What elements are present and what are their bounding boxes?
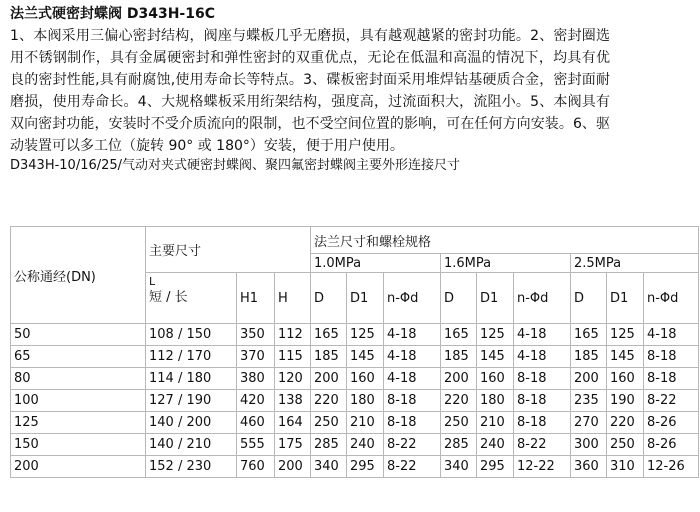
table-row bbox=[11, 434, 699, 456]
cell-p3-D: 200 bbox=[571, 368, 607, 390]
cell-p2-D: 250 bbox=[441, 412, 477, 434]
table-row bbox=[11, 368, 699, 390]
page-title: 法兰式硬密封蝶阀 D343H-16C bbox=[10, 6, 216, 22]
cell-p1-D: 165 bbox=[311, 324, 347, 346]
table-row bbox=[11, 346, 699, 368]
cell-p1-D1: 125 bbox=[347, 324, 384, 346]
table-row bbox=[11, 456, 699, 478]
cell-p3-D1: 145 bbox=[607, 346, 644, 368]
cell-dn: 80 bbox=[11, 368, 146, 390]
cell-p1-nd: 8-18 bbox=[384, 412, 441, 434]
cell-p1-D: 285 bbox=[311, 434, 347, 456]
cell-p2-D: 285 bbox=[441, 434, 477, 456]
cell-L: 127 / 190 bbox=[146, 390, 237, 412]
cell-p2-nd: 8-18 bbox=[514, 390, 571, 412]
dimensions-table bbox=[10, 226, 699, 478]
cell-dn: 50 bbox=[11, 324, 146, 346]
header-D-2: D bbox=[441, 273, 477, 324]
cell-p2-D: 200 bbox=[441, 368, 477, 390]
cell-p1-nd: 8-18 bbox=[384, 390, 441, 412]
cell-p3-nd: 4-18 bbox=[644, 324, 699, 346]
cell-H: 115 bbox=[275, 346, 311, 368]
cell-p2-nd: 8-18 bbox=[514, 368, 571, 390]
cell-p3-D1: 220 bbox=[607, 412, 644, 434]
cell-p2-nd: 4-18 bbox=[514, 346, 571, 368]
cell-p1-D1: 180 bbox=[347, 390, 384, 412]
cell-p2-D1: 160 bbox=[477, 368, 514, 390]
cell-p3-D1: 310 bbox=[607, 456, 644, 478]
cell-p2-D1: 295 bbox=[477, 456, 514, 478]
cell-p2-D1: 125 bbox=[477, 324, 514, 346]
header-H: H bbox=[275, 273, 311, 324]
cell-p2-D1: 145 bbox=[477, 346, 514, 368]
cell-H: 112 bbox=[275, 324, 311, 346]
header-D-1: D bbox=[311, 273, 347, 324]
cell-p2-D: 165 bbox=[441, 324, 477, 346]
description-paragraph: 1、本阀采用三偏心密封结构，阀座与蝶板几乎无磨损，具有越观越紧的密封功能。2、密封圈选用不锈钢制作，具有金属硬密封和弹性密封的双重优点，无论在低温和高温的情况下，均具有优良的密封性能,具有耐腐蚀,使用寿命长等特点。3、碟板密封面采用堆焊钴基硬质合金，密封面耐磨损，使用寿命长。4、大规格蝶板采用绗架结构，强度高，过流面积大，流阻小。5、本阀具有双向密封功能，安装时不受介质流向的限制，也不受空间位置的影响，可在任何方向安装。6、驱动装置可以多工位（旋转 90° 或 180°）安装，便于用户使用。 bbox=[10, 28, 610, 154]
cell-H: 164 bbox=[275, 412, 311, 434]
cell-p1-D1: 160 bbox=[347, 368, 384, 390]
cell-p1-nd: 4-18 bbox=[384, 368, 441, 390]
cell-L: 152 / 230 bbox=[146, 456, 237, 478]
cell-p2-D: 340 bbox=[441, 456, 477, 478]
header-D1-3: D1 bbox=[607, 273, 644, 324]
cell-H: 200 bbox=[275, 456, 311, 478]
header-D1-2: D1 bbox=[477, 273, 514, 324]
header-pressure-2: 1.6MPa bbox=[441, 254, 571, 273]
cell-p3-D: 270 bbox=[571, 412, 607, 434]
cell-p1-D: 200 bbox=[311, 368, 347, 390]
cell-L: 108 / 150 bbox=[146, 324, 237, 346]
cell-dn: 200 bbox=[11, 456, 146, 478]
header-pressure-3: 2.5MPa bbox=[571, 254, 699, 273]
cell-p2-D1: 240 bbox=[477, 434, 514, 456]
table-caption: D343H-10/16/25/气动对夹式硬密封蝶阀、聚四氟密封蝶阀主要外形连接尺寸 bbox=[10, 158, 461, 173]
cell-p2-D1: 180 bbox=[477, 390, 514, 412]
cell-H1: 420 bbox=[237, 390, 275, 412]
cell-p3-D: 360 bbox=[571, 456, 607, 478]
cell-p1-D1: 240 bbox=[347, 434, 384, 456]
cell-p2-nd: 12-22 bbox=[514, 456, 571, 478]
table-row bbox=[11, 412, 699, 434]
cell-p1-D: 220 bbox=[311, 390, 347, 412]
header-main-dimensions: 主要尺寸 bbox=[146, 227, 311, 273]
header-pressure-1: 1.0MPa bbox=[311, 254, 441, 273]
header-D1-1: D1 bbox=[347, 273, 384, 324]
header-H1: H1 bbox=[237, 273, 275, 324]
cell-dn: 65 bbox=[11, 346, 146, 368]
cell-L: 140 / 210 bbox=[146, 434, 237, 456]
cell-p1-D: 250 bbox=[311, 412, 347, 434]
cell-H1: 555 bbox=[237, 434, 275, 456]
cell-p3-nd: 8-18 bbox=[644, 368, 699, 390]
cell-p3-D1: 190 bbox=[607, 390, 644, 412]
cell-H1: 460 bbox=[237, 412, 275, 434]
cell-p1-nd: 4-18 bbox=[384, 324, 441, 346]
header-L-label: 短 / 长 bbox=[149, 290, 188, 305]
cell-L: 114 / 180 bbox=[146, 368, 237, 390]
table-row bbox=[11, 324, 699, 346]
cell-H1: 350 bbox=[237, 324, 275, 346]
cell-dn: 150 bbox=[11, 434, 146, 456]
header-nd-2: n-Φd bbox=[514, 273, 571, 324]
cell-p2-nd: 8-22 bbox=[514, 434, 571, 456]
cell-p1-D: 185 bbox=[311, 346, 347, 368]
cell-p3-nd: 8-18 bbox=[644, 346, 699, 368]
cell-p3-D: 235 bbox=[571, 390, 607, 412]
cell-p1-nd: 8-22 bbox=[384, 456, 441, 478]
cell-p3-D1: 160 bbox=[607, 368, 644, 390]
header-nd-1: n-Φd bbox=[384, 273, 441, 324]
cell-p3-D: 185 bbox=[571, 346, 607, 368]
cell-p3-D1: 250 bbox=[607, 434, 644, 456]
header-nd-3: n-Φd bbox=[644, 273, 699, 324]
header-D-3: D bbox=[571, 273, 607, 324]
cell-H1: 380 bbox=[237, 368, 275, 390]
cell-H1: 370 bbox=[237, 346, 275, 368]
cell-p2-nd: 8-18 bbox=[514, 412, 571, 434]
header-dn: 公称通经(DN) bbox=[11, 227, 146, 324]
cell-p1-nd: 4-18 bbox=[384, 346, 441, 368]
cell-p1-D: 340 bbox=[311, 456, 347, 478]
table-row bbox=[11, 390, 699, 412]
cell-p1-D1: 145 bbox=[347, 346, 384, 368]
cell-L: 140 / 200 bbox=[146, 412, 237, 434]
cell-p3-nd: 8-26 bbox=[644, 434, 699, 456]
header-L-letter: L bbox=[149, 275, 156, 288]
header-row-groups bbox=[11, 227, 699, 254]
cell-p3-nd: 8-26 bbox=[644, 412, 699, 434]
cell-p3-D: 165 bbox=[571, 324, 607, 346]
cell-p3-D1: 125 bbox=[607, 324, 644, 346]
cell-H: 120 bbox=[275, 368, 311, 390]
header-flange-dimensions: 法兰尺寸和螺栓规格 bbox=[311, 227, 699, 254]
cell-H: 175 bbox=[275, 434, 311, 456]
cell-p1-D1: 295 bbox=[347, 456, 384, 478]
cell-p1-nd: 8-22 bbox=[384, 434, 441, 456]
cell-p2-nd: 4-18 bbox=[514, 324, 571, 346]
cell-p2-D1: 210 bbox=[477, 412, 514, 434]
cell-p2-D: 185 bbox=[441, 346, 477, 368]
cell-p3-nd: 12-26 bbox=[644, 456, 699, 478]
cell-p1-D1: 210 bbox=[347, 412, 384, 434]
header-L bbox=[146, 273, 237, 324]
cell-dn: 125 bbox=[11, 412, 146, 434]
cell-p3-nd: 8-22 bbox=[644, 390, 699, 412]
cell-p2-D: 220 bbox=[441, 390, 477, 412]
cell-p3-D: 300 bbox=[571, 434, 607, 456]
cell-dn: 100 bbox=[11, 390, 146, 412]
cell-H: 138 bbox=[275, 390, 311, 412]
cell-L: 112 / 170 bbox=[146, 346, 237, 368]
cell-H1: 760 bbox=[237, 456, 275, 478]
